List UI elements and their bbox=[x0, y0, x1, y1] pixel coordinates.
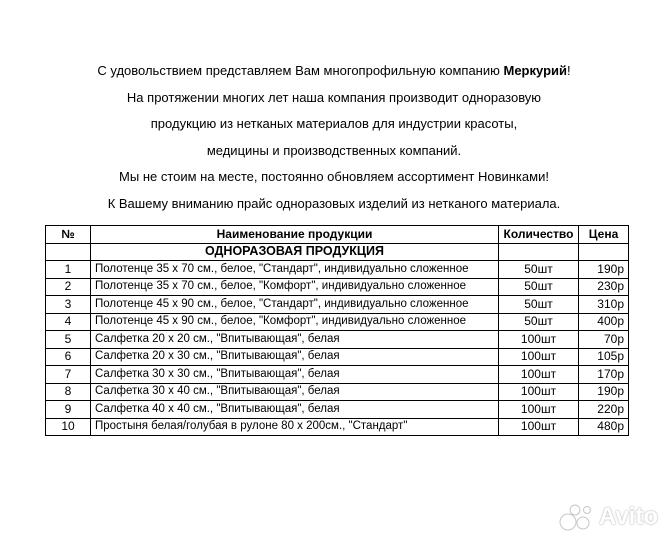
intro-text bbox=[0, 58, 668, 218]
row-quantity: 50шт bbox=[499, 278, 579, 296]
avito-watermark bbox=[559, 502, 658, 532]
section-blank-cell bbox=[499, 243, 579, 261]
section-row bbox=[46, 243, 629, 261]
product-name: Простыня белая/голубая в рулоне 80 х 200см., "Стандарт" bbox=[91, 418, 499, 436]
row-price: 70р bbox=[579, 331, 629, 349]
section-blank-cell bbox=[579, 243, 629, 261]
intro-line-3: продукцию из нетканых материалов для индустрии красоты, bbox=[150, 116, 518, 132]
table-row bbox=[46, 383, 629, 401]
row-price: 190р bbox=[579, 261, 629, 279]
row-number: 4 bbox=[46, 313, 91, 331]
row-quantity: 100шт bbox=[499, 401, 579, 419]
product-name: Полотенце 45 х 90 см., белое, "Стандарт", индивидуально сложенное bbox=[91, 296, 499, 314]
section-blank-cell bbox=[46, 243, 91, 261]
row-quantity: 50шт bbox=[499, 261, 579, 279]
row-quantity: 50шт bbox=[499, 296, 579, 314]
row-number: 10 bbox=[46, 418, 91, 436]
row-price: 105р bbox=[579, 348, 629, 366]
product-name: Полотенце 35 х 70 см., белое, "Комфорт", индивидуально сложенное bbox=[91, 278, 499, 296]
company-name: Меркурий bbox=[503, 63, 567, 78]
table-row bbox=[46, 366, 629, 384]
row-quantity: 50шт bbox=[499, 313, 579, 331]
intro-line-1-text: С удовольствием представляем Вам многопрофильную компанию bbox=[97, 63, 504, 78]
table-row bbox=[46, 331, 629, 349]
product-name: Полотенце 35 х 70 см., белое, "Стандарт", индивидуально сложенное bbox=[91, 261, 499, 279]
row-number: 5 bbox=[46, 331, 91, 349]
table-row bbox=[46, 278, 629, 296]
row-number: 6 bbox=[46, 348, 91, 366]
header-name: Наименование продукции bbox=[91, 226, 499, 244]
product-name: Салфетка 30 х 30 см., "Впитывающая", белая bbox=[91, 366, 499, 384]
intro-line-5: Мы не стоим на месте, постоянно обновляем ассортимент Новинками! bbox=[119, 169, 549, 185]
product-name: Салфетка 20 х 30 см., "Впитывающая", белая bbox=[91, 348, 499, 366]
row-price: 310р bbox=[579, 296, 629, 314]
product-name: Салфетка 40 х 40 см., "Впитывающая", белая bbox=[91, 401, 499, 419]
row-number: 8 bbox=[46, 383, 91, 401]
row-number: 1 bbox=[46, 261, 91, 279]
row-number: 3 bbox=[46, 296, 91, 314]
section-title: ОДНОРАЗОВАЯ ПРОДУКЦИЯ bbox=[91, 243, 499, 261]
product-name: Полотенце 45 х 90 см., белое, "Комфорт", индивидуально сложенное bbox=[91, 313, 499, 331]
row-number: 9 bbox=[46, 401, 91, 419]
row-quantity: 100шт bbox=[499, 348, 579, 366]
table-row bbox=[46, 401, 629, 419]
row-quantity: 100шт bbox=[499, 418, 579, 436]
header-price: Цена bbox=[579, 226, 629, 244]
product-name: Салфетка 20 х 20 см., "Впитывающая", белая bbox=[91, 331, 499, 349]
table-row bbox=[46, 313, 629, 331]
row-price: 220р bbox=[579, 401, 629, 419]
table-row bbox=[46, 261, 629, 279]
intro-line-1 bbox=[0, 58, 668, 85]
product-name: Салфетка 30 х 40 см., "Впитывающая", белая bbox=[91, 383, 499, 401]
intro-line-6: К Вашему вниманию прайс одноразовых изделий из нетканого материала. bbox=[107, 195, 561, 211]
watermark-text: Avito bbox=[598, 503, 658, 530]
intro-line-1-end: ! bbox=[567, 63, 571, 78]
header-qty: Количество bbox=[499, 226, 579, 244]
row-price: 170р bbox=[579, 366, 629, 384]
row-quantity: 100шт bbox=[499, 366, 579, 384]
row-quantity: 100шт bbox=[499, 383, 579, 401]
row-price: 190р bbox=[579, 383, 629, 401]
row-number: 7 bbox=[46, 366, 91, 384]
row-number: 2 bbox=[46, 278, 91, 296]
intro-line-2: На протяжении многих лет наша компания производит одноразовую bbox=[126, 89, 542, 105]
price-table bbox=[45, 225, 629, 436]
table-header-row bbox=[46, 226, 629, 244]
header-num: № bbox=[46, 226, 91, 244]
row-quantity: 100шт bbox=[499, 331, 579, 349]
row-price: 230р bbox=[579, 278, 629, 296]
table-row bbox=[46, 348, 629, 366]
table-row bbox=[46, 418, 629, 436]
avito-logo-icon bbox=[559, 502, 593, 532]
row-price: 400р bbox=[579, 313, 629, 331]
row-price: 480р bbox=[579, 418, 629, 436]
table-row bbox=[46, 296, 629, 314]
intro-line-4: медицины и производственных компаний. bbox=[206, 142, 462, 158]
